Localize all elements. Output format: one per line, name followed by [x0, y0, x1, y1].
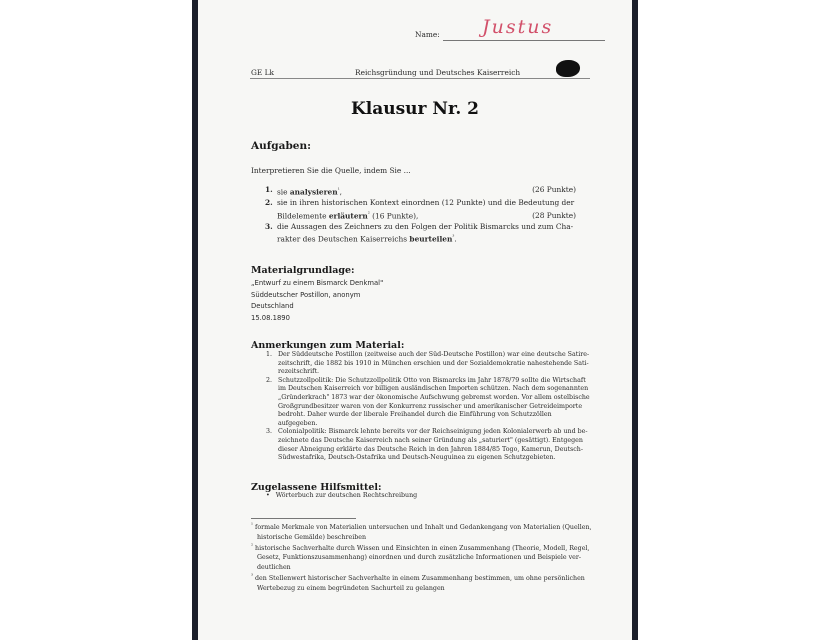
material-info [251, 278, 383, 324]
name-label: Name: [415, 30, 440, 39]
tasks-intro: Interpretieren Sie die Quelle, indem Sie ... [251, 166, 411, 175]
task-text: , [339, 187, 342, 197]
footnote [251, 542, 596, 572]
course-label: GE Lk [251, 68, 275, 77]
task-item [265, 221, 582, 246]
notes-list [266, 351, 590, 463]
footnote [251, 572, 596, 593]
material-date: 15.08.1890 [251, 313, 290, 322]
footnote-ref: ³ [452, 234, 455, 241]
task-text: Bildelemente [277, 211, 329, 221]
task-item [265, 185, 582, 198]
aids-item-text: Wörterbuch zur deutschen Rechtschreibung [275, 492, 418, 499]
topic-label: Reichsgründung und Deutsches Kaiserreich [355, 68, 521, 77]
note-text: Schutzzollpolitik: Die Schutzzollpolitik Otto von Bismarcks im Jahr 1878/79 sollte die Wirtschaft im Deutschen Kaiserreich vor billigen ausländischen Importen schützen. Nach dem sogenannten „Gründerkrach" 1873 war der ökonomische Aufschwung gebremst worden. Vor allem ostelbische Großgrundbesitzer waren von der Konkurrenz russischer und amerikanischer Getreideimporte bedroht. Daher wurde der liberale Freihandel durch die Einführung von Schutzzöllen aufgegeben. [278, 376, 590, 427]
footnote-text: formale Merkmale von Materialien untersuchen und Inhalt und Gedankengang von Materialien (Quellen, historische Gemälde) beschreiben [255, 524, 592, 541]
note-text: Colonialpolitik: Bismarck lehnte bereits vor der Reichseinigung jeden Kolonialerwerb ab und be-zeichnete das Deutsche Kaiserreich nach seiner Gründung als „saturiert" (gesättigt). Entgegen dieser Abneigung erklärte das Deutsche Reich in den Jahren 1884/85 Togo, Kamerun, Deutsch-Südwestafrika, Deutsch-Ostafrika und Deutsch-Neuguinea zu eigenen Schutzgebieten. [278, 428, 588, 462]
footnote-text: historische Sachverhalte durch Wissen und Einsichten in einen Zusammenhang (Theorie, Modell, Regel, Gesetz, Funktionszusammenhang) einordnen und durch zusätzliche Informationen und Beispiele ver-deutlichen [255, 545, 590, 571]
task-list [265, 185, 582, 245]
note-number: 2. [266, 376, 273, 384]
note-number: 3. [266, 428, 273, 436]
task-number: 1. [265, 185, 273, 194]
task-text: die Aussagen des Zeichners zu den Folgen der Politik Bismarcks und zum Cha- [277, 221, 574, 231]
name-line [443, 40, 605, 41]
aids-heading: Zugelassene Hilfsmittel: [251, 482, 382, 493]
note-text: Der Süddeutsche Postillon (zeitweise auch der Süd-Deutsche Postillon) war eine deutsche Satire-zeitschrift, die 1882 bis 1910 in München erschien und der Sozialdemokratie nahestehende Sati-rezeitschrift. [278, 351, 590, 376]
footnote-rule [251, 518, 356, 519]
material-title: „Entwurf zu einem Bismarck Denkmal" [251, 279, 384, 287]
footnote-mark: ³ [251, 573, 254, 580]
material-heading: Materialgrundlage: [251, 265, 355, 276]
note-item [266, 376, 590, 429]
task-points: (26 Punkte) [532, 185, 576, 194]
redaction-blot [556, 60, 580, 77]
footnote-ref: ¹ [337, 187, 340, 193]
task-number: 2. [265, 198, 273, 208]
task-text: rakter des Deutschen Kaiserreichs [277, 234, 410, 244]
footnote-mark: ¹ [251, 522, 254, 528]
task-points: (28 Punkte) [532, 211, 576, 221]
header-rule [250, 78, 590, 79]
task-text: sie [277, 187, 290, 197]
footnote-text: den Stellenwert historischer Sachverhalte in einem Zusammenhang bestimmen, um ohne persönlichen Wertebezug zu einem begründeten Sachurteil zu gelangen [255, 575, 585, 592]
task-operator: erläutern [328, 211, 368, 221]
note-item [266, 351, 590, 377]
task-operator: beurteilen [409, 234, 453, 244]
task-text: (16 Punkte), [369, 211, 419, 221]
notes-heading: Anmerkungen zum Material: [251, 340, 405, 351]
task-operator: analysieren [289, 187, 338, 197]
task-text: sie in ihren historischen Kontext einordnen (12 Punkte) und die Bedeutung der [277, 198, 575, 208]
note-number: 1. [266, 351, 273, 358]
footnote-mark: ² [251, 542, 254, 549]
material-country: Deutschland [251, 302, 294, 311]
page-title: Klausur Nr. 2 [350, 99, 479, 119]
task-number: 3. [265, 221, 273, 231]
tasks-heading: Aufgaben: [251, 140, 311, 152]
name-handwriting: Justus [482, 16, 554, 38]
task-item [265, 198, 582, 222]
material-source: Süddeutscher Postillon, anonym [251, 290, 361, 299]
footnotes [251, 521, 596, 593]
task-text: . [454, 234, 457, 244]
note-item [266, 428, 590, 462]
footnote [251, 521, 596, 542]
footnote-ref: ² [367, 210, 370, 217]
aids-item: • Wörterbuch zur deutschen Rechtschreibung [266, 492, 418, 499]
